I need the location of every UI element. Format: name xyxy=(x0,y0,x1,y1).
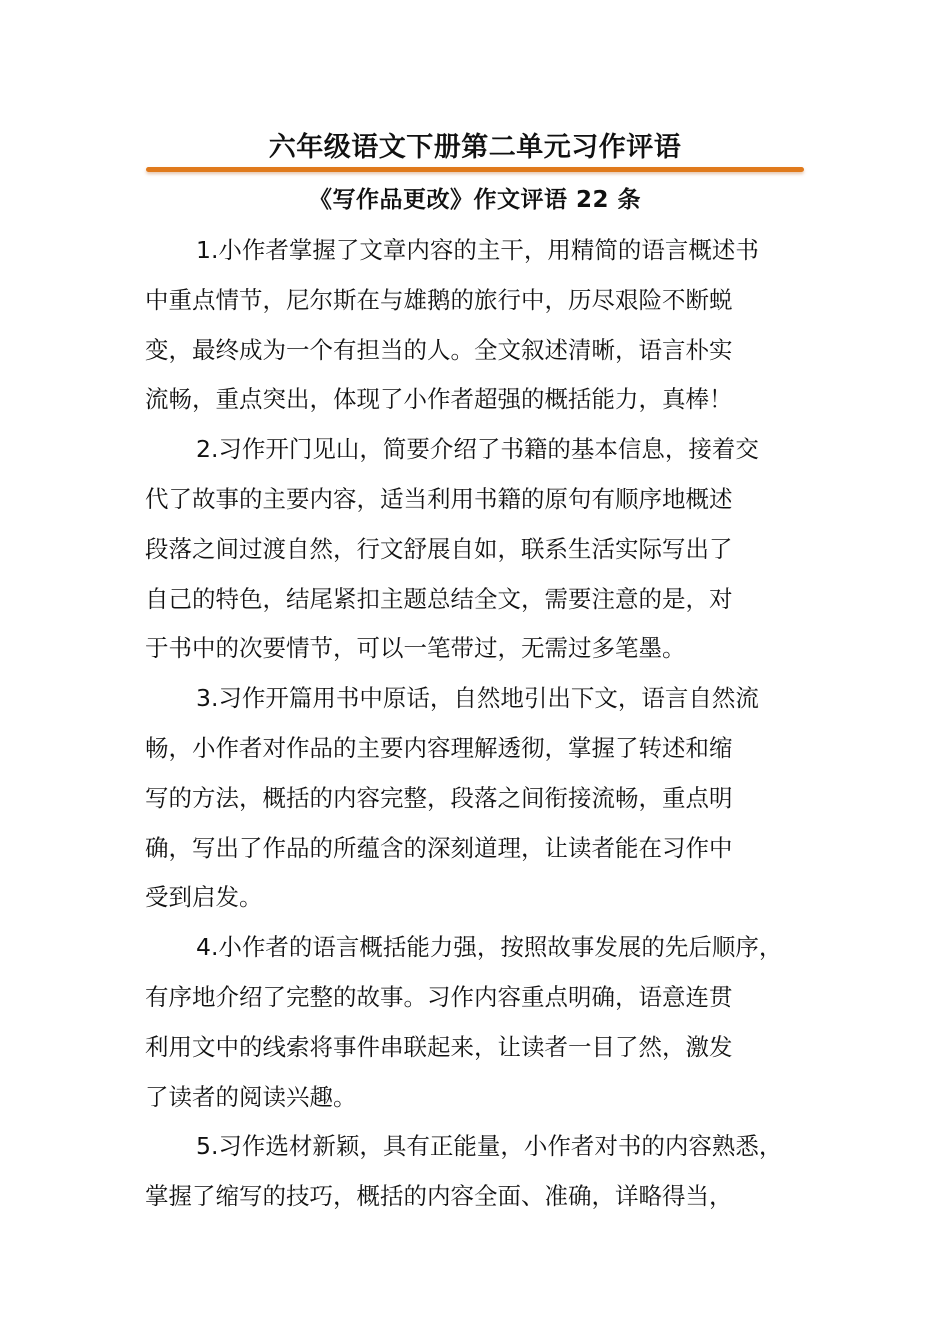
paragraph-line: 流畅，重点突出，体现了小作者超强的概括能力，真棒！ xyxy=(145,385,733,414)
paragraph-line: 确，写出了作品的所蕴含的深刻道理，让读者能在习作中 xyxy=(145,833,733,862)
document-title: 六年级语文下册第二单元习作评语 xyxy=(268,132,682,163)
paragraph-line: 掌握了缩写的技巧，概括的内容全面、准确，详略得当， xyxy=(145,1182,733,1211)
comment-paragraph xyxy=(145,923,811,1122)
comment-paragraph xyxy=(145,1122,811,1222)
paragraph-line: 有序地介绍了完整的故事。习作内容重点明确，语意连贯 xyxy=(145,982,733,1011)
paragraph-line: 受到启发。 xyxy=(145,883,263,912)
paragraph-line: 变，最终成为一个有担当的人。全文叙述清晰，语言朴实 xyxy=(145,335,733,364)
paragraph-line: 代了故事的主要内容，适当利用书籍的原句有顺序地概述 xyxy=(145,484,733,513)
paragraph-line: 4.小作者的语言概括能力强，按照故事发展的先后顺序， xyxy=(196,933,783,962)
paragraph-line: 于书中的次要情节，可以一笔带过，无需过多笔墨。 xyxy=(145,634,686,663)
comment-paragraph xyxy=(145,674,811,923)
comment-paragraph xyxy=(145,226,811,425)
paragraph-line: 2.习作开门见山，简要介绍了书籍的基本信息，接着交 xyxy=(196,435,759,464)
paragraph-line: 自己的特色，结尾紧扣主题总结全文，需要注意的是，对 xyxy=(145,584,733,613)
paragraph-line: 3.习作开篇用书中原话，自然地引出下文，语言自然流 xyxy=(196,684,759,713)
paragraph-line: 中重点情节，尼尔斯在与雄鹅的旅行中，历尽艰险不断蜕 xyxy=(145,285,733,314)
paragraph-line: 段落之间过渡自然，行文舒展自如，联系生活实际写出了 xyxy=(145,534,733,563)
paragraph-line: 畅，小作者对作品的主要内容理解透彻，掌握了转述和缩 xyxy=(145,733,733,762)
document-subtitle: 《写作品更改》作文评语 22 条 xyxy=(308,187,642,213)
paragraph-line: 了读者的阅读兴趣。 xyxy=(145,1082,357,1111)
comment-paragraph xyxy=(145,425,811,674)
paragraph-line: 5.习作选材新颖，具有正能量，小作者对书的内容熟悉， xyxy=(196,1132,783,1161)
paragraph-line: 1.小作者掌握了文章内容的主干，用精简的语言概述书 xyxy=(196,236,759,264)
document-body xyxy=(145,226,811,1222)
title-underline-rule xyxy=(146,167,804,172)
paragraph-line: 写的方法，概括的内容完整，段落之间衔接流畅，重点明 xyxy=(145,783,733,812)
paragraph-line: 利用文中的线索将事件串联起来，让读者一目了然，激发 xyxy=(145,1032,733,1061)
